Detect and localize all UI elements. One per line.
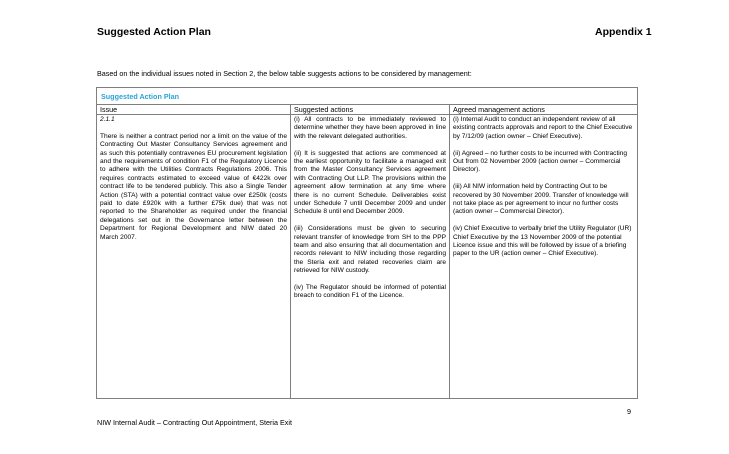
table-title: Suggested Action Plan: [97, 88, 637, 105]
column-header-agreed-actions: Agreed management actions: [450, 105, 637, 115]
issue-reference: 2.1.1: [100, 116, 115, 123]
column-header-issue: Issue: [97, 105, 290, 115]
agreed-action-3: (iii) All NIW information held by Contracting Out to be recovered by 30 November 2009. Transfer of knowledge will not take place as per agreement to incur no further costs (action owner – Commercial Director).: [453, 183, 629, 216]
suggested-action-1: (i) All contracts to be immediately reviewed to determine whether they have been approved in line with the relevant delegated authorities.: [294, 116, 446, 140]
table-columns: [97, 105, 637, 398]
page-title: Suggested Action Plan: [97, 26, 211, 38]
agreed-actions-column: [450, 105, 637, 398]
page-footer: NIW Internal Audit – Contracting Out Appointment, Steria Exit: [97, 418, 292, 427]
suggested-actions-column: [291, 105, 450, 398]
suggested-action-2: (ii) It is suggested that actions are commenced at the earliest opportunity to facilitate a managed exit from the Master Consultancy Services agreement with Contracting Out LLP. The provisions within the agreement allow termination at any time where there is no current Schedule. Deliverables exist under Schedule 7 until December 2009 and under Schedule 8 until end December 2009.: [294, 149, 446, 216]
agreed-action-1: (i) Internal Audit to conduct an independent review of all existing contracts approvals and report to the Chief Executive by 7/12/09 (action owner – Chief Executive).: [453, 116, 633, 140]
action-plan-table: [96, 87, 638, 399]
issue-text: There is neither a contract period nor a limit on the value of the Contracting Out Master Consultancy Services agreement and as such this potentially contravenes EU procurement legislation and the requirements of condition F1 of the Regulatory Licence to adhere with the Utilities Contracts Regulations 2006. This requires contracts estimated to exceed value of €422k over contract life to be tendered publicly. This also a Single Tender Action (STA) with a potential contract value over £250k (costs paid to date £920k with a further £75k due) that was not reported to the Shareholder as required under the financial delegations set out in the Governance letter between the Department for Regional Development and NIW dated 20 March 2007.: [100, 132, 287, 241]
suggested-action-4: (iv) The Regulator should be informed of potential breach to condition F1 of the Licence.: [294, 284, 446, 300]
suggested-action-3: (iii) Considerations must be given to securing relevant transfer of knowledge from SH to the PPP team and also ensuring that all documentation and records relevant to NIW including those regarding the Steria exit and related recoveries claim are retrieved for NIW custody.: [294, 225, 446, 275]
intro-text: Based on the individual issues noted in Section 2, the below table suggests actions to be considered by management:: [97, 69, 472, 78]
appendix-label: Appendix 1: [595, 26, 652, 38]
column-header-suggested-actions: Suggested actions: [291, 105, 449, 115]
page-number: 9: [627, 407, 631, 416]
agreed-action-2: (ii) Agreed – no further costs to be incurred with Contracting Out from 02 November 2009 (action owner – Commercial Director).: [453, 149, 628, 174]
agreed-action-4: (iv) Chief Executive to verbally brief the Utility Regulator (UR) Chief Executive by the 13 November 2009 of the potential Licence issue and this will be followed by issue of a briefing paper to the UR (action owner – Chief Executive).: [453, 225, 632, 258]
issue-column: [97, 105, 291, 398]
